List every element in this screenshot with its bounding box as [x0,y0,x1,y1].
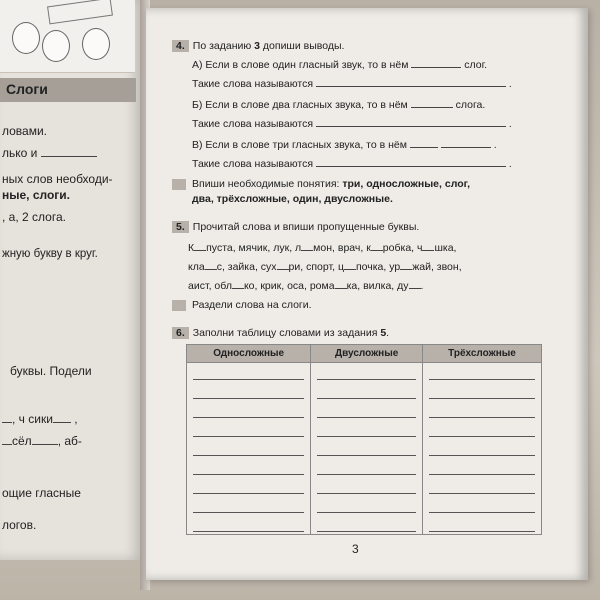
table-row [187,382,542,401]
table-cell[interactable] [311,420,423,439]
table-row [187,515,542,535]
table-row [187,439,542,458]
table-cell[interactable] [311,363,423,383]
table-cell[interactable] [187,363,311,383]
left-text-line: ные, слоги. [2,188,71,202]
table-cell[interactable] [311,496,423,515]
table-header: Односложные [187,345,311,363]
table-cell[interactable] [187,515,311,535]
table-header-row [187,345,542,363]
task-4-heading: 4. По заданию 3 допиши выводы. [172,40,344,52]
table-cell[interactable] [311,401,423,420]
table-cell[interactable] [311,382,423,401]
task-5-line: К пуста, мячик, лук, л мон, врач, к робка, ч шка, [188,242,457,254]
task-5-line: кла с, зайка, сух ри, спорт, ц почка, ур жай, звон, [188,261,462,273]
child-face-illustration [82,28,110,60]
task-5-heading: 5. Прочитай слова и впиши пропущенные буквы. [172,221,419,233]
left-section-header [0,78,136,102]
table-cell[interactable] [422,496,541,515]
left-text-line: ловами. [2,124,48,138]
table-cell[interactable] [187,496,311,515]
table-cell[interactable] [422,477,541,496]
table-cell[interactable] [422,515,541,535]
left-text-line: , а, 2 слога. [2,210,66,224]
left-text-line: ных слов необходи- [2,172,113,186]
table-cell[interactable] [422,439,541,458]
child-face-illustration [42,30,70,62]
illustration [0,0,135,73]
left-section-title: Слоги [6,81,48,97]
table-row [187,477,542,496]
table-cell[interactable] [311,477,423,496]
table-cell[interactable] [422,420,541,439]
answer-table [186,344,542,535]
table-cell[interactable] [187,458,311,477]
left-text-line: жную букву в круг. [2,248,98,260]
left-page [0,0,143,560]
table-cell[interactable] [187,401,311,420]
table-cell[interactable] [311,515,423,535]
page-number: 3 [352,542,359,556]
table-cell[interactable] [311,458,423,477]
table-row [187,458,542,477]
task-number: 6. [172,327,189,339]
table-cell[interactable] [311,439,423,458]
table-cell[interactable] [422,401,541,420]
left-text-line: ощие гласные [2,486,81,500]
table-cell[interactable] [187,439,311,458]
task-4-line: В) Если в слове три гласных звука, то в нём . [192,139,497,151]
table-header: Трёхсложные [422,345,541,363]
child-face-illustration [12,22,40,54]
task-4-line: Такие слова называются . [192,78,512,90]
left-text-line: сёл , аб- [2,434,82,448]
table-cell[interactable] [187,382,311,401]
task-5-line: аист, обл ко, крик, оса, рома ка, вилка, ду . [188,280,424,292]
task-marker-icon [172,300,186,311]
table-cell[interactable] [422,458,541,477]
left-text-line: , ч сики , [2,412,78,426]
left-text-line: буквы. Подели [10,364,92,378]
task-4-line: Такие слова называются . [192,158,512,170]
task-4-line: Такие слова называются . [192,118,512,130]
illustration-banner [47,0,113,24]
table-cell[interactable] [422,382,541,401]
task-4-line: Б) Если в слове два гласных звука, то в нём слога. [192,99,486,111]
table-header: Двусложные [311,345,423,363]
table-row [187,363,542,383]
task-4-fill-instruction: Впиши необходимые понятия: три, односложные, слог, [172,178,470,190]
task-6-heading: 6. Заполни таблицу словами из задания 5. [172,327,389,339]
table-cell[interactable] [187,477,311,496]
table-row [187,401,542,420]
task-4-line: А) Если в слове один гласный звук, то в нём слог. [192,59,488,71]
table-cell[interactable] [187,420,311,439]
task-number: 5. [172,221,189,233]
left-text-line: логов. [2,518,37,532]
left-text-line: лько и [2,146,97,160]
task-number: 4. [172,40,189,52]
table-row [187,420,542,439]
table-cell[interactable] [422,363,541,383]
task-marker-icon [172,179,186,190]
task-5-note: Раздели слова на слоги. [172,299,312,311]
task-4-fill-words: два, трёхсложные, один, двусложные. [192,193,393,205]
table-row [187,496,542,515]
